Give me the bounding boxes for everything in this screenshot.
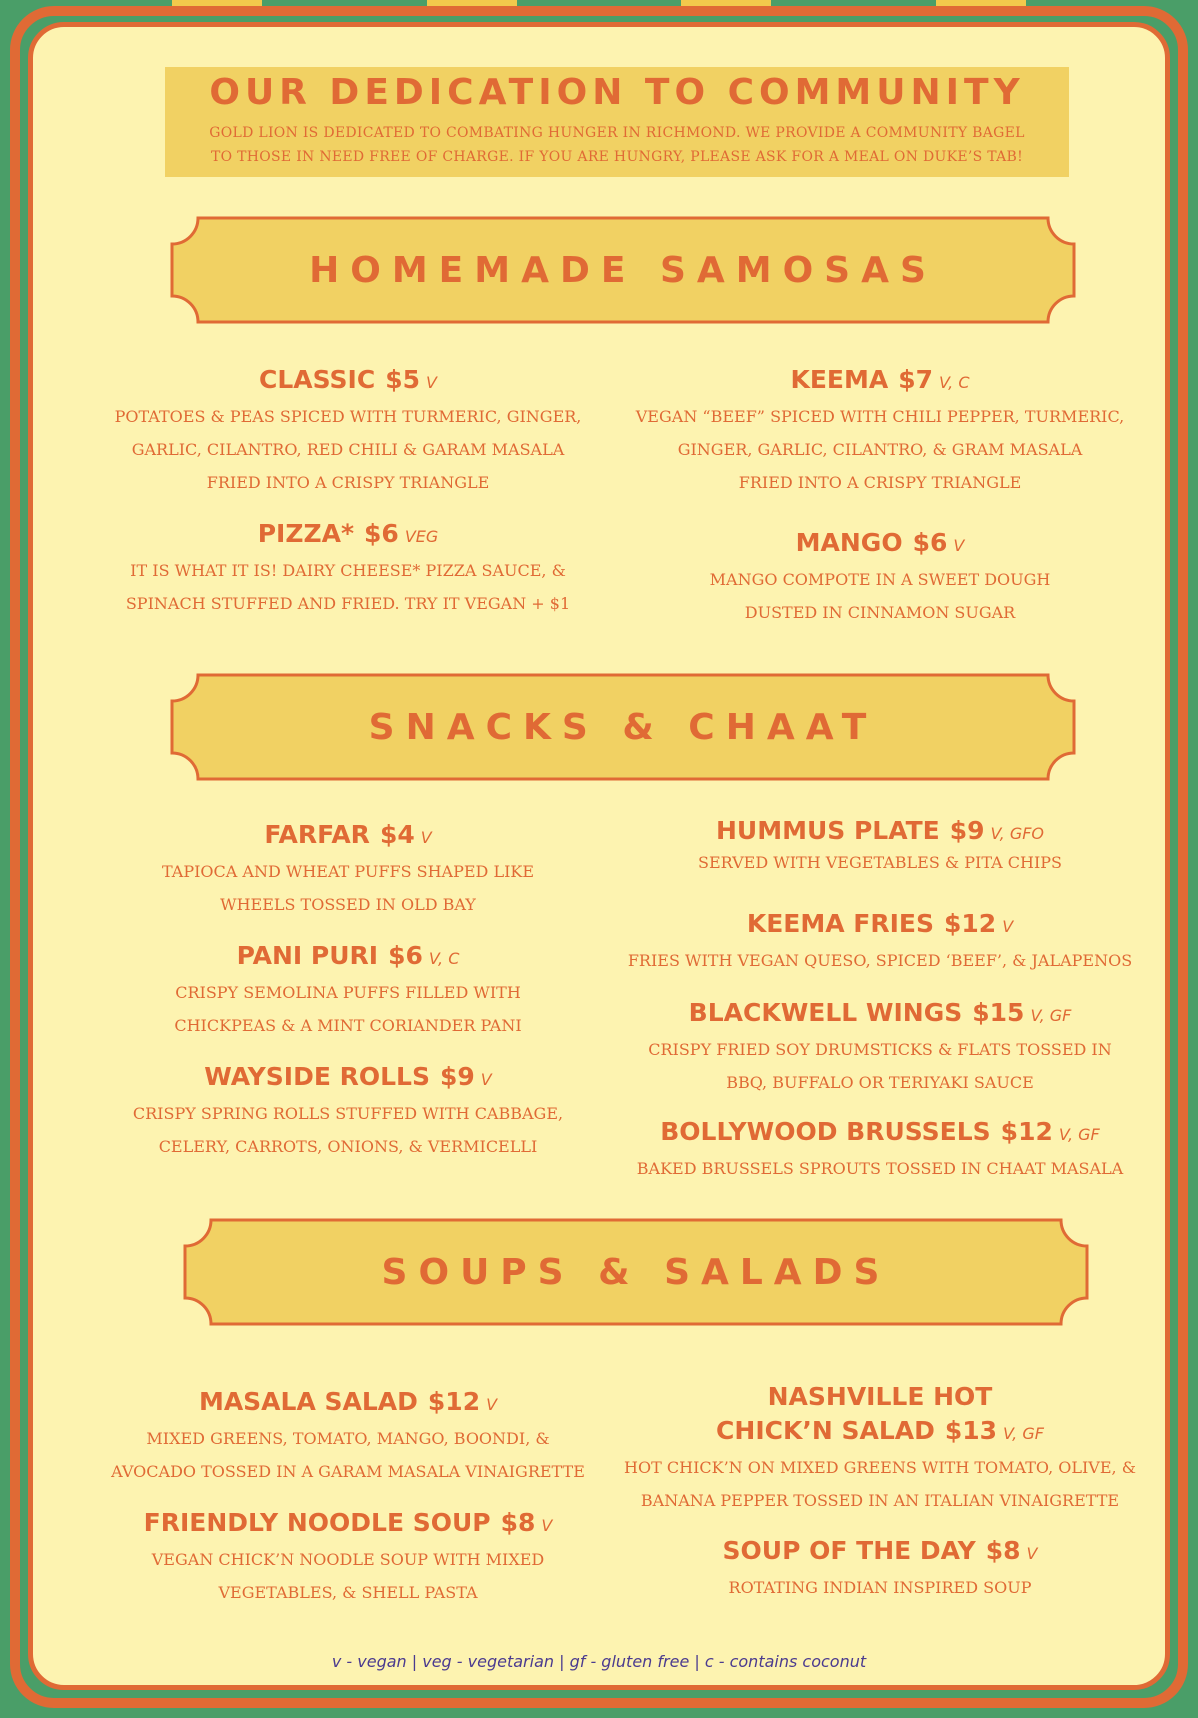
menu-item [600, 363, 1160, 499]
item-tags: V [486, 1395, 498, 1414]
item-price: $9 [439, 1062, 475, 1091]
item-name-line: NASHVILLE HOT [767, 1382, 993, 1411]
item-description [600, 1033, 1160, 1099]
menu-item [68, 818, 628, 921]
description-line: BAKED BRUSSELS SPROUTS TOSSED IN CHAAT MASALA [636, 1159, 1124, 1178]
item-tags: V [480, 1070, 492, 1089]
menu-item [68, 1506, 628, 1609]
item-name: CHICK’N SALAD [716, 1416, 935, 1445]
item-price: $7 [898, 365, 934, 394]
item-description [68, 1422, 628, 1488]
section-title: HOMEMADE SAMOSAS [309, 249, 937, 291]
menu-item [600, 1380, 1160, 1517]
menu-item [68, 939, 628, 1042]
item-tags: V, C [939, 373, 970, 392]
menu-item [68, 1385, 628, 1488]
item-tags: V [420, 828, 432, 847]
item-name: SOUP OF THE DAY [722, 1536, 976, 1565]
item-tags: V [953, 536, 965, 555]
description-line: FRIED INTO A CRISPY TRIANGLE [738, 473, 1022, 492]
menu-item [600, 814, 1160, 875]
item-name: CLASSIC [259, 365, 376, 394]
description-line: TAPIOCA AND WHEAT PUFFS SHAPED LIKE [161, 862, 535, 881]
description-line: CRISPY SEMOLINA PUFFS FILLED WITH [175, 983, 521, 1002]
description-line: BANANA PEPPER TOSSED IN AN ITALIAN VINAIGRETTE [640, 1491, 1120, 1510]
menu-item [600, 1534, 1160, 1604]
section-title: SOUPS & SALADS [381, 1251, 891, 1293]
section-banner-snacks [170, 673, 1076, 781]
item-description [68, 1543, 628, 1609]
item-price: $9 [949, 816, 985, 845]
item-name: PIZZA* [257, 519, 355, 548]
item-price: $5 [385, 365, 420, 394]
description-line: VEGETABLES, & SHELL PASTA [218, 1583, 478, 1602]
item-name: FRIENDLY NOODLE SOUP [143, 1508, 491, 1537]
dedication-box [165, 67, 1069, 177]
description-line: WHEELS TOSSED IN OLD BAY [220, 895, 476, 914]
item-description [68, 976, 628, 1042]
item-tags: V, GF [1030, 1006, 1072, 1025]
description-line: SERVED WITH VEGETABLES & PITA CHIPS [698, 853, 1062, 872]
item-tags: V, C [428, 949, 460, 968]
description-line: CHICKPEAS & A MINT CORIANDER PANI [174, 1016, 522, 1035]
item-price: $6 [388, 941, 423, 970]
item-description [600, 1152, 1160, 1185]
item-name: KEEMA FRIES [746, 909, 935, 938]
description-line: HOT CHICK’N ON MIXED GREENS WITH TOMATO, OLIVE, & [624, 1458, 1136, 1477]
menu-item [68, 517, 628, 620]
description-line: CRISPY SPRING ROLLS STUFFED WITH CABBAGE, [132, 1104, 564, 1123]
menu-item [600, 907, 1160, 977]
item-name: WAYSIDE ROLLS [204, 1062, 430, 1091]
dedication-text [165, 121, 1069, 169]
dedication-line: GOLD LION IS DEDICATED TO COMBATING HUNGER IN RICHMOND. WE PROVIDE A COMMUNITY BAGEL [209, 125, 1025, 141]
item-price: $15 [972, 998, 1025, 1027]
item-name: BOLLYWOOD BRUSSELS [660, 1117, 991, 1146]
description-line: FRIES WITH VEGAN QUESO, SPICED ‘BEEF’, & JALAPENOS [627, 951, 1133, 970]
dedication-title: OUR DEDICATION TO COMMUNITY [209, 72, 1025, 113]
item-description [600, 944, 1160, 977]
menu-item [600, 996, 1160, 1099]
item-name: KEEMA [790, 365, 889, 394]
menu-item [600, 526, 1160, 629]
description-line: AVOCADO TOSSED IN A GARAM MASALA VINAIGRETTE [111, 1462, 585, 1481]
description-line: VEGAN CHICK’N NOODLE SOUP WITH MIXED [151, 1550, 545, 1569]
menu-item [68, 1060, 628, 1163]
description-line: VEGAN “BEEF” SPICED WITH CHILI PEPPER, TURMERIC, [635, 407, 1125, 426]
item-name: BLACKWELL WINGS [688, 998, 963, 1027]
item-tags: V, GFO [990, 824, 1045, 843]
item-name: MASALA SALAD [198, 1387, 418, 1416]
description-line: FRIED INTO A CRISPY TRIANGLE [206, 473, 490, 492]
description-line: MANGO COMPOTE IN A SWEET DOUGH [709, 570, 1051, 589]
section-banner-soups [183, 1218, 1089, 1326]
description-line: BBQ, BUFFALO OR TERIYAKI SAUCE [726, 1073, 1034, 1092]
description-line: POTATOES & PEAS SPICED WITH TURMERIC, GINGER, [114, 407, 582, 426]
item-description [600, 851, 1160, 875]
item-description [600, 1571, 1160, 1604]
description-line: CELERY, CARROTS, ONIONS, & VERMICELLI [158, 1137, 538, 1156]
item-price: $6 [364, 519, 399, 548]
item-description [600, 563, 1160, 629]
item-tags: V [1002, 917, 1014, 936]
item-price: $12 [944, 909, 997, 938]
description-line: ROTATING INDIAN INSPIRED SOUP [728, 1578, 1032, 1597]
dietary-legend: v - vegan | veg - vegetarian | gf - gluten free | c - contains coconut [331, 1652, 867, 1671]
item-name: HUMMUS PLATE [715, 816, 940, 845]
item-tags: VEG [404, 527, 439, 546]
item-price: $13 [944, 1416, 998, 1445]
description-line: MIXED GREENS, TOMATO, MANGO, BOONDI, & [146, 1429, 550, 1448]
item-price: $4 [379, 820, 415, 849]
item-price: $12 [427, 1387, 481, 1416]
item-description [600, 1451, 1160, 1517]
description-line: SPINACH STUFFED AND FRIED. TRY IT VEGAN + $1 [125, 594, 571, 613]
item-description [68, 400, 628, 499]
item-tags: V [1026, 1544, 1038, 1563]
item-tags: V [426, 373, 437, 392]
menu-item [600, 1115, 1160, 1185]
item-price: $8 [500, 1508, 536, 1537]
item-tags: V [541, 1516, 553, 1535]
item-name: MANGO [795, 528, 903, 557]
description-line: GINGER, GARLIC, CILANTRO, & GRAM MASALA [677, 440, 1083, 459]
item-name: PANI PURI [236, 941, 379, 970]
item-price: $6 [912, 528, 948, 557]
item-tags: V, GF [1003, 1424, 1044, 1443]
description-line: GARLIC, CILANTRO, RED CHILI & GARAM MASALA [131, 440, 565, 459]
item-description [600, 400, 1160, 499]
item-tags: V, GF [1058, 1125, 1100, 1144]
item-description [68, 1097, 628, 1163]
dedication-line: TO THOSE IN NEED FREE OF CHARGE. IF YOU ARE HUNGRY, PLEASE ASK FOR A MEAL ON DUKE’S TAB! [210, 149, 1024, 165]
item-description [68, 554, 628, 620]
item-price: $12 [1000, 1117, 1053, 1146]
description-line: DUSTED IN CINNAMON SUGAR [744, 603, 1016, 622]
item-price: $8 [985, 1536, 1021, 1565]
item-name: FARFAR [264, 820, 370, 849]
section-title: SNACKS & CHAAT [368, 706, 878, 748]
description-line: CRISPY FRIED SOY DRUMSTICKS & FLATS TOSSED IN [648, 1040, 1112, 1059]
description-line: IT IS WHAT IT IS! DAIRY CHEESE* PIZZA SAUCE, & [130, 561, 566, 580]
menu-item [68, 363, 628, 499]
section-banner-samosas [170, 216, 1076, 324]
item-description [68, 855, 628, 921]
